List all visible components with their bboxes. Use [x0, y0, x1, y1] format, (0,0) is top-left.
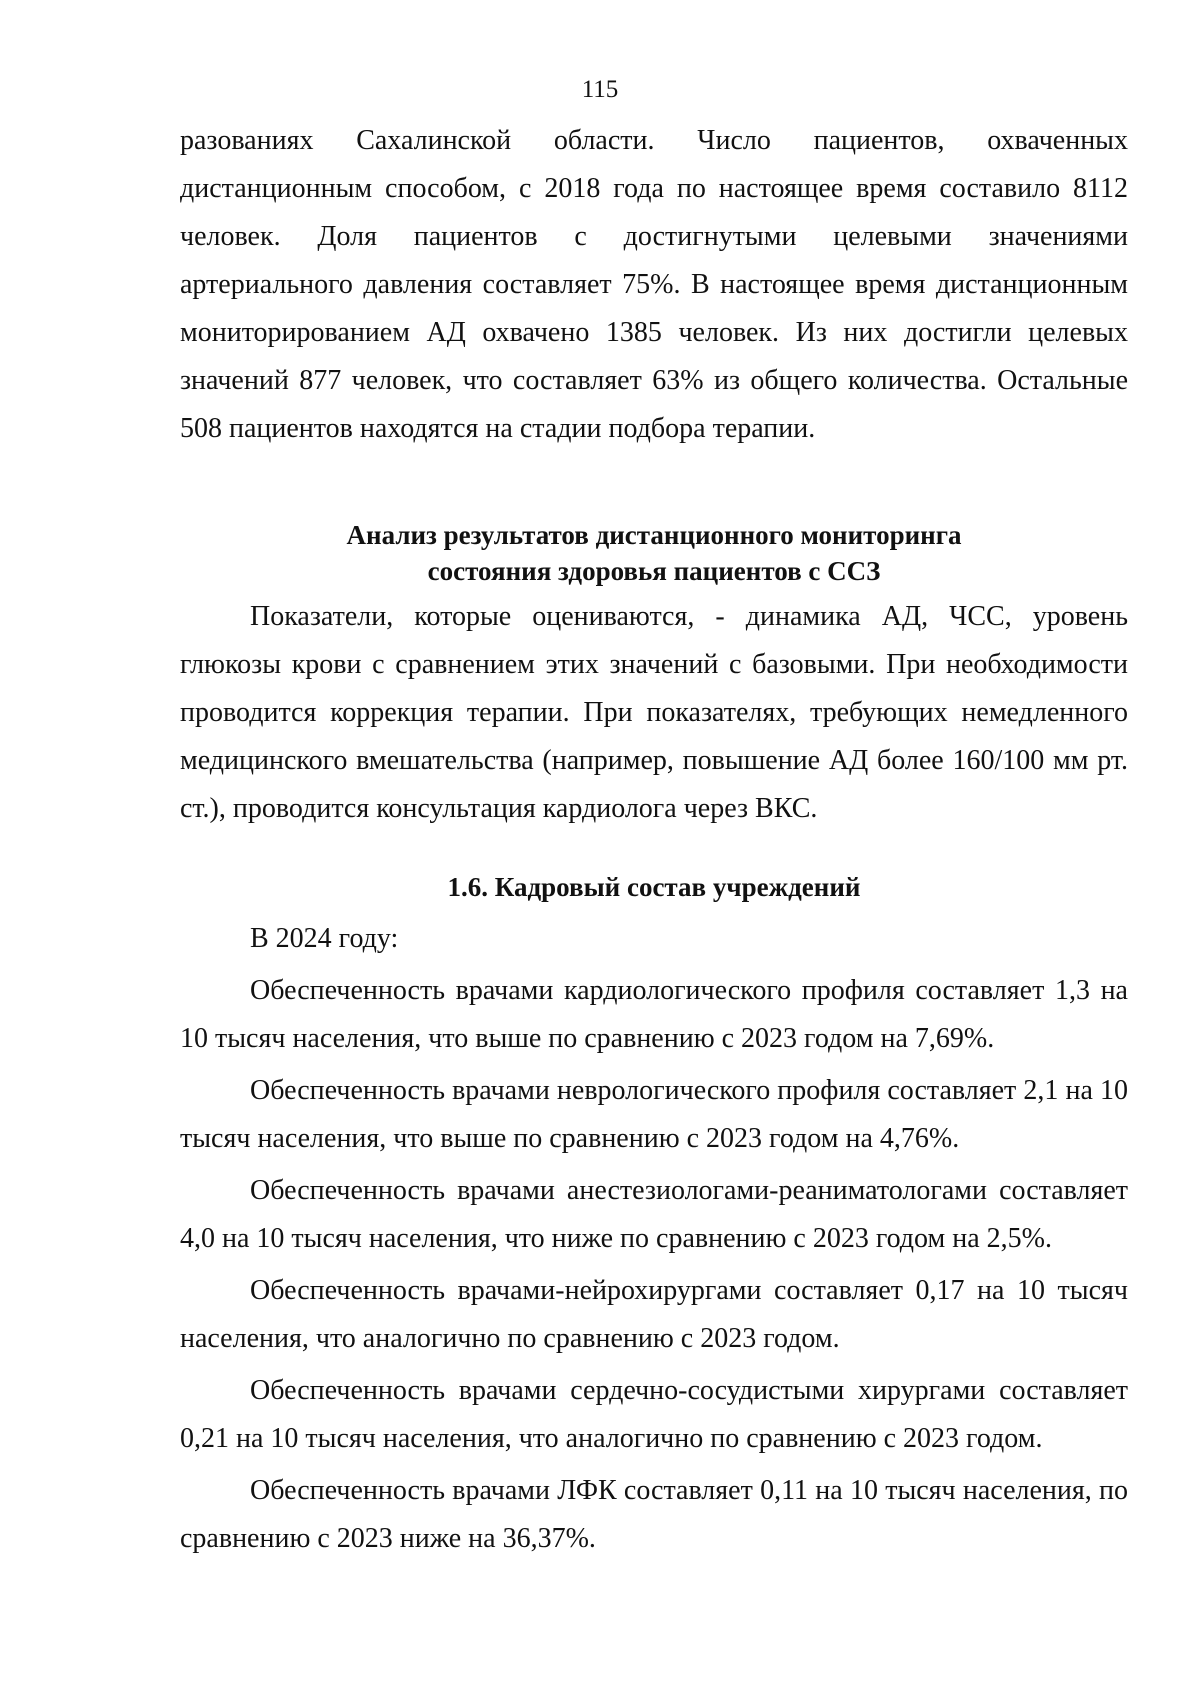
staffing-paragraph-cardiology: Обеспеченность врачами кардиологического профиля составляет 1,3 на 10 тысяч населения, что выше по сравнению с 2023 годом на 7,69%. — [180, 975, 1128, 1054]
staffing-paragraph-neurology: Обеспеченность врачами неврологического профиля составляет 2,1 на 10 тысяч населения, что выше по сравнению с 2023 годом на 4,76%. — [180, 1075, 1128, 1154]
section-spacer — [180, 453, 1128, 517]
page-number: 115 — [581, 76, 619, 103]
staffing-year-line: В 2024 году: — [250, 923, 399, 954]
staffing-paragraph-neurosurgery: Обеспеченность врачами-нейрохирургами составляет 0,17 на 10 тысяч населения, что аналогично по сравнению с 2023 годом. — [180, 1275, 1128, 1354]
staffing-paragraph-anesthesiology: Обеспеченность врачами анестезиологами-реаниматологами составляет 4,0 на 10 тысяч населения, что ниже по сравнению с 2023 годом на 2,5%. — [180, 1175, 1128, 1254]
analysis-paragraph: Показатели, которые оцениваются, - динамика АД, ЧСС, уровень глюкозы крови с сравнением этих значений с базовыми. При необходимости проводится коррекция терапии. При показателях, требующих немедленного медицинского вмешательства (например, повышение АД более 160/100 мм рт. ст.), проводится консультация кардиолога через ВКС. — [180, 601, 1128, 824]
staffing-paragraph-physical-therapy: Обеспеченность врачами ЛФК составляет 0,11 на 10 тысяч населения, по сравнению с 2023 ниже на 36,37%. — [180, 1475, 1128, 1554]
analysis-heading — [180, 517, 1128, 589]
staffing-section-title: 1.6. Кадровый состав учреждений — [447, 872, 861, 902]
analysis-heading-line2: состояния здоровья пациентов с ССЗ — [427, 556, 881, 586]
intro-paragraph: разованиях Сахалинской области. Число пациентов, охваченных дистанционным способом, с 2018 года по настоящее время составило 8112 человек. Доля пациентов с достигнутыми целевыми значениями артериального давления составляет 75%. В настоящее время дистанционным мониторированием АД охвачено 1385 человек. Из них достигли целевых значений 877 человек, что составляет 63% из общего количества. Остальные 508 пациентов находятся на стадии подбора терапии. — [180, 125, 1128, 444]
analysis-heading-line1: Анализ результатов дистанционного мониторинга — [346, 520, 962, 550]
page-content — [180, 117, 1128, 1563]
staffing-paragraph-cardiovascular-surgery: Обеспеченность врачами сердечно-сосудистыми хирургами составляет 0,21 на 10 тысяч населения, что аналогично по сравнению с 2023 годом. — [180, 1375, 1128, 1454]
